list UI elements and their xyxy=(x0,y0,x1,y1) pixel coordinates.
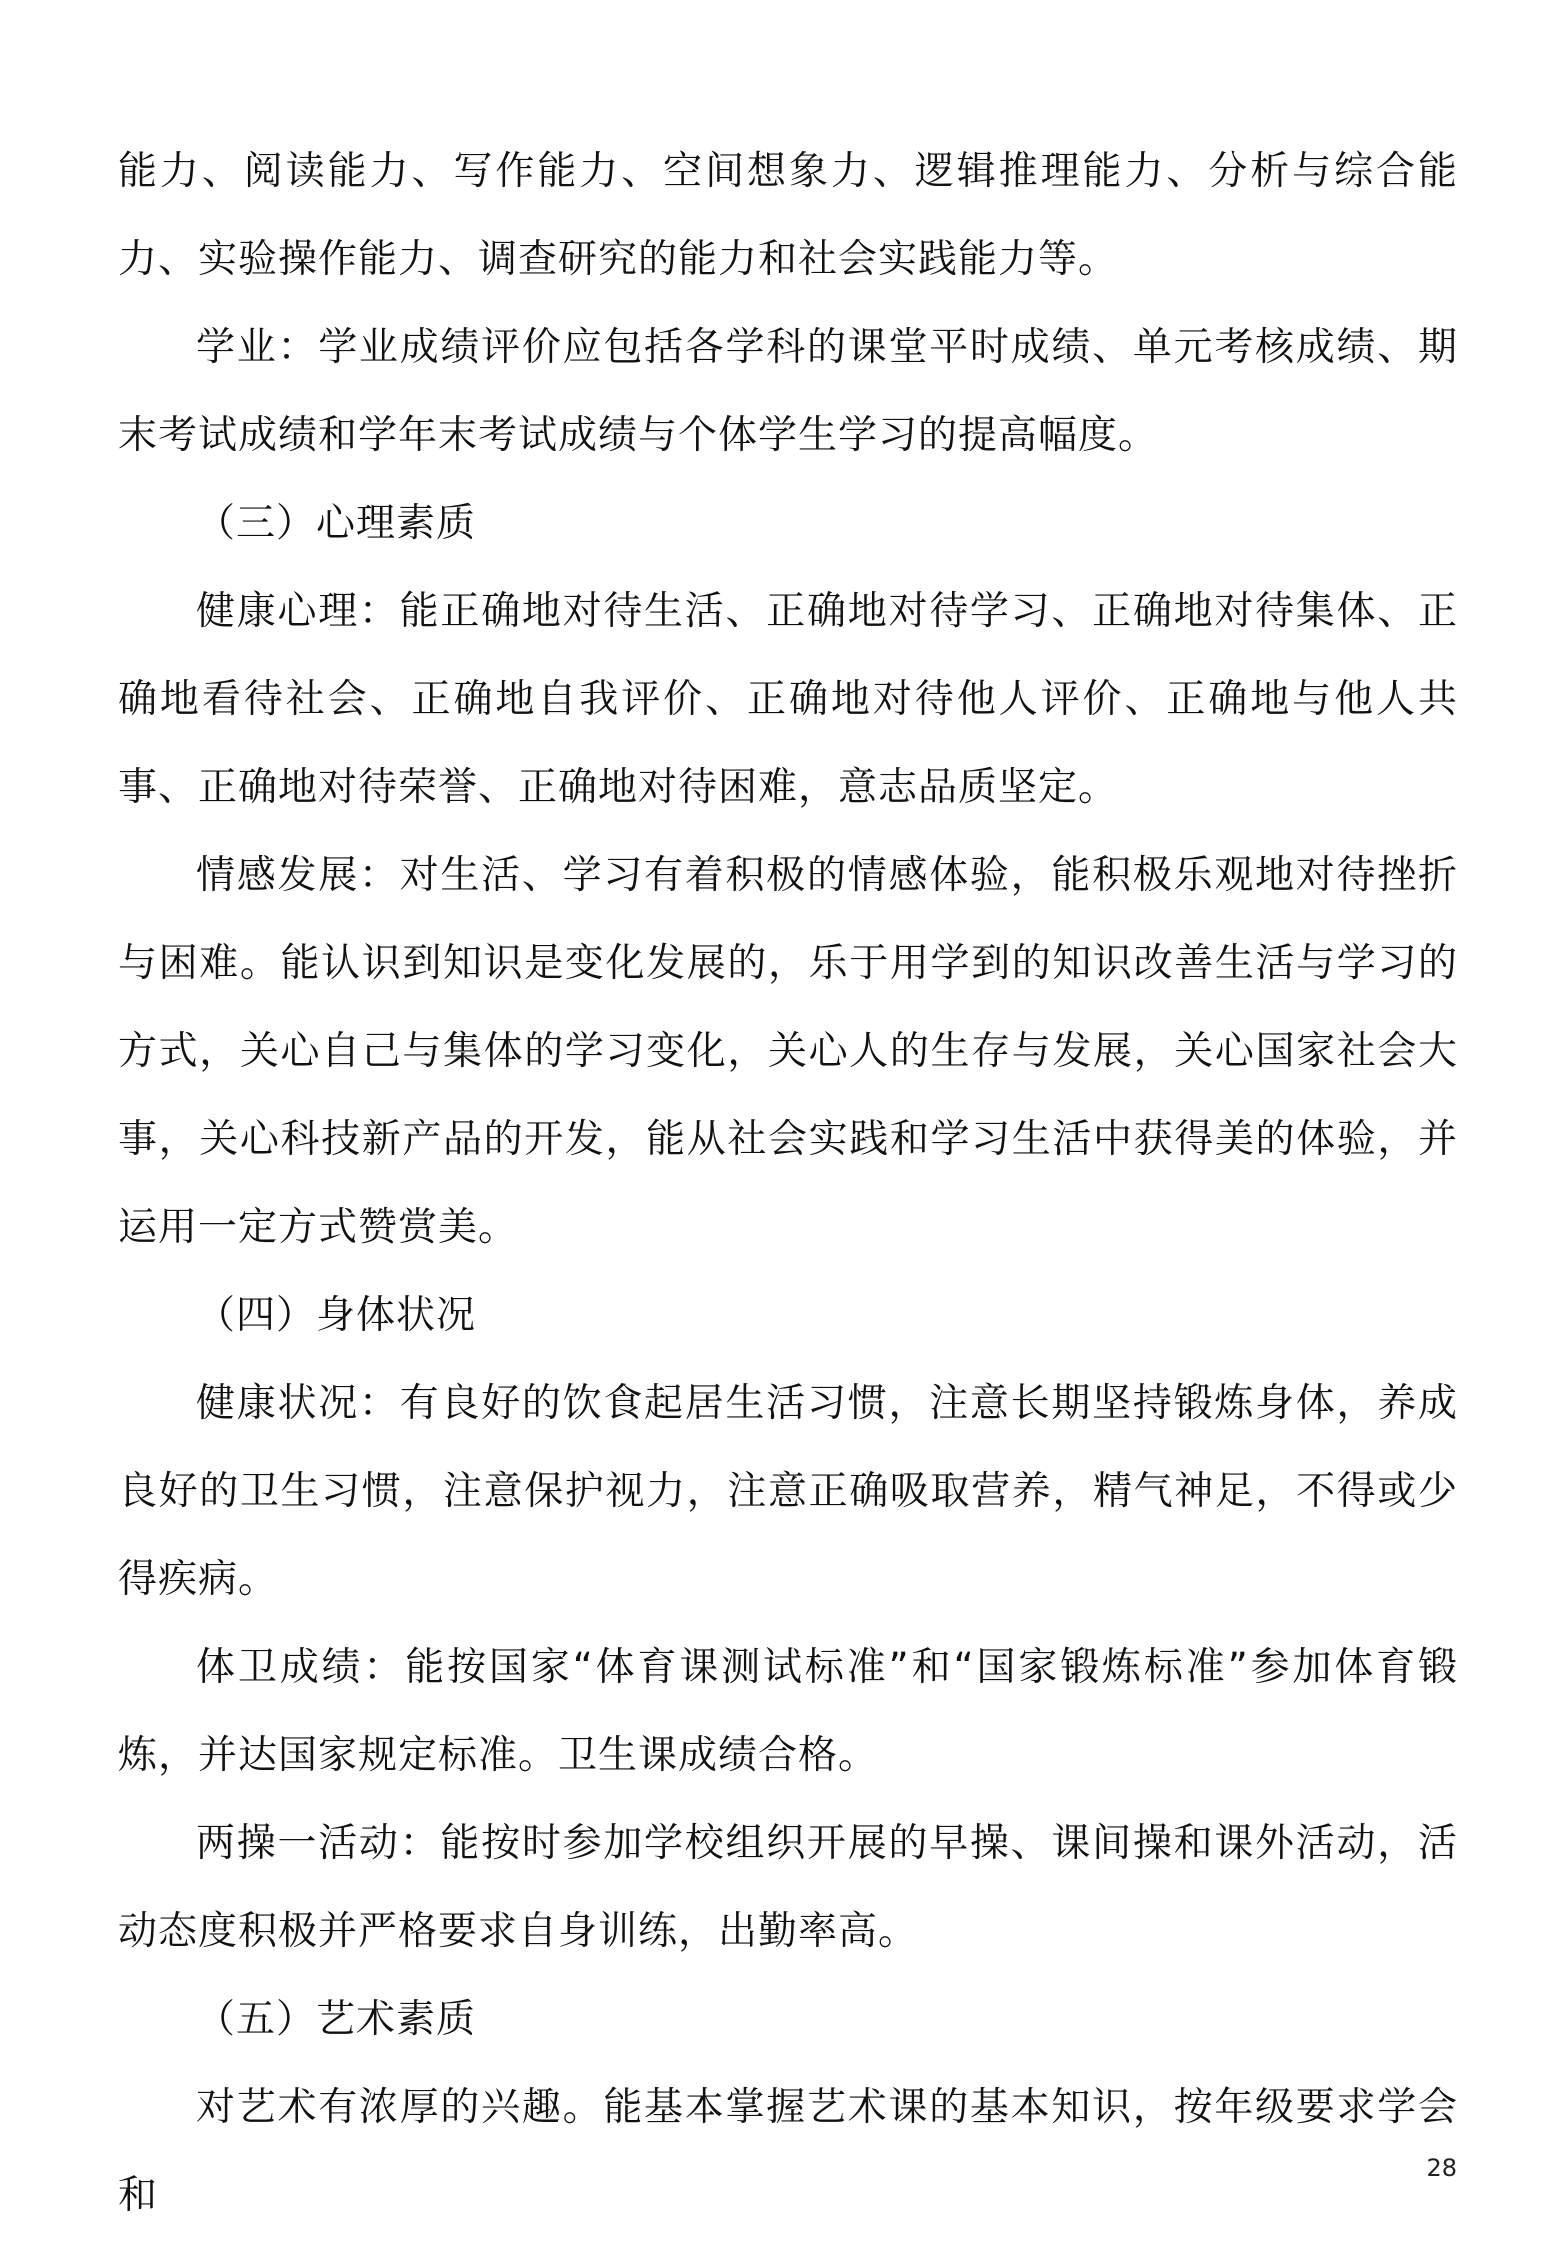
section-heading-physical-condition: （四）身体状况 xyxy=(196,1293,477,1338)
paragraph-emotional-development: 情感发展：对生活、学习有着积极的情感体验，能积极乐观地对待挫折与困难。能认识到知识是变化发展的，乐于用学到的知识改善生活与学习的方式，关心自己与集体的学习变化，关心人的生存与发展，关心国家社会大事，关心科技新产品的开发，能从社会实践和学习生活中获得美的体验，并运用一定方式赞赏美。 xyxy=(118,853,1458,1250)
paragraph-pe-scores: 体卫成绩：能按国家“体育课测试标准”和“国家锻炼标准”参加体育锻炼，并达国家规定标准。卫生课成绩合格。 xyxy=(118,1645,1458,1778)
paragraph-exercise-activities: 两操一活动：能按时参加学校组织开展的早操、课间操和课外活动，活动态度积极并严格要求自身训练，出勤率高。 xyxy=(118,1821,1458,1954)
paragraph-healthy-mind: 健康心理：能正确地对待生活、正确地对待学习、正确地对待集体、正确地看待社会、正确地自我评价、正确地对待他人评价、正确地与他人共事、正确地对待荣誉、正确地对待困难，意志品质坚定。 xyxy=(118,589,1458,810)
paragraph-academics: 学业：学业成绩评价应包括各学科的课堂平时成绩、单元考核成绩、期末考试成绩和学年末考试成绩与个体学生学习的提高幅度。 xyxy=(118,325,1458,458)
section-heading-artistic-quality: （五）艺术素质 xyxy=(196,1997,477,2042)
paragraph-abilities-continued: 能力、阅读能力、写作能力、空间想象力、逻辑推理能力、分析与综合能力、实验操作能力、调查研究的能力和社会实践能力等。 xyxy=(118,149,1458,282)
paragraph-health-status: 健康状况：有良好的饮食起居生活习惯，注意长期坚持锻炼身体，养成良好的卫生习惯，注意保护视力，注意正确吸取营养，精气神足，不得或少得疾病。 xyxy=(118,1381,1458,1602)
body-text xyxy=(118,128,1458,2240)
paragraph-art-interest: 对艺术有浓厚的兴趣。能基本掌握艺术课的基本知识，按年级要求学会和 xyxy=(118,2085,1458,2218)
page-number: 28 xyxy=(1426,2154,1457,2182)
section-heading-psychological-quality: （三）心理素质 xyxy=(196,501,477,546)
